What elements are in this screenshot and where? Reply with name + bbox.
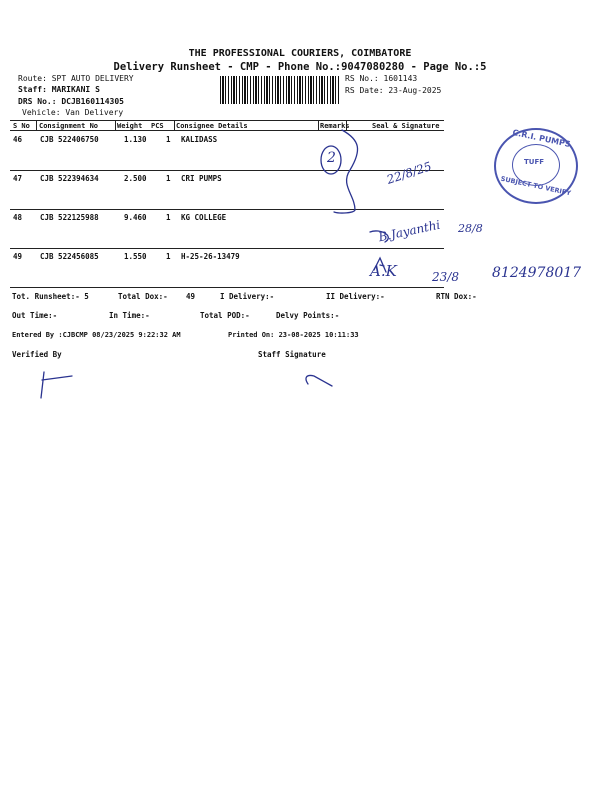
i-delivery: I Delivery:-: [220, 292, 275, 301]
col-header-weight: Weight: [117, 122, 143, 130]
col-header-sno: S No: [13, 122, 30, 130]
verified-signature-mark: [41, 372, 72, 398]
route: Route: SPT AUTO DELIVERY: [18, 74, 134, 83]
stamp-middle-text: TUFF: [524, 158, 545, 166]
row-sno: 49: [13, 252, 23, 261]
row-weight: 9.460: [124, 213, 147, 222]
row-sno: 47: [13, 174, 23, 183]
row-consignment: CJB 522456085: [40, 252, 99, 261]
row-pcs: 1: [166, 174, 171, 183]
stamp-top-text: C.R.I. PUMPS: [511, 127, 572, 150]
vehicle: Vehicle: Van Delivery: [22, 108, 124, 117]
handwritten-phone: 8124978017: [492, 265, 582, 281]
handwritten-date: 22/8/25: [384, 159, 434, 187]
col-header-consignee: Consignee Details: [176, 122, 248, 130]
col-header-consignment: Consignment No: [39, 122, 99, 130]
handwritten-signature: A.K: [370, 262, 397, 280]
row-pcs: 1: [166, 252, 171, 261]
company-stamp: [494, 128, 578, 204]
remark-number: 2: [327, 150, 336, 166]
total-dox-label: Total Dox:-: [118, 292, 168, 301]
runsheet-subtitle: Delivery Runsheet - CMP - Phone No.:9047080280 - Page No.:5: [113, 61, 487, 73]
row-sno: 48: [13, 213, 23, 222]
staff-signature-mark: [306, 375, 332, 386]
total-dox-value: 49: [186, 292, 196, 301]
col-header-seal-signature: Seal & Signature: [372, 122, 440, 130]
rs-number: RS No.: 1601143: [345, 74, 418, 83]
delvy-points: Delvy Points:-: [276, 311, 340, 320]
col-header-remarks: Remarks: [320, 122, 350, 130]
in-time: In Time:-: [109, 311, 150, 320]
handwritten-date: 23/8: [432, 270, 459, 284]
ii-delivery: II Delivery:-: [326, 292, 385, 301]
row-consignee: KG COLLEGE: [181, 213, 227, 222]
row-consignment: CJB 522125988: [40, 213, 99, 222]
row-pcs: 1: [166, 135, 171, 144]
row-weight: 1.550: [124, 252, 147, 261]
total-runsheet: Tot. Runsheet:- 5: [12, 292, 89, 301]
staff: Staff: MARIKANI S: [18, 85, 100, 94]
stamp-bottom-text: SUBJECT TO VERIFY: [499, 174, 572, 198]
rtn-dox: RTN Dox:-: [436, 292, 477, 301]
row-consignee: H-25-26-13479: [181, 252, 240, 261]
out-time: Out Time:-: [12, 311, 58, 320]
row-weight: 1.130: [124, 135, 147, 144]
row-sno: 46: [13, 135, 23, 144]
company-name: THE PROFESSIONAL COURIERS, COIMBATORE: [188, 48, 412, 59]
row-pcs: 1: [166, 213, 171, 222]
verified-by-label: Verified By: [12, 350, 62, 359]
handwritten-date: 28/8: [458, 222, 483, 235]
total-pod: Total POD:-: [200, 311, 250, 320]
entered-by: Entered By :CJBCMP 08/23/2025 9:22:32 AM: [12, 331, 181, 339]
rs-date: RS Date: 23-Aug-2025: [345, 86, 442, 95]
printed-on: Printed On: 23-08-2025 10:11:33: [228, 331, 359, 339]
row-consignment: CJB 522406750: [40, 135, 99, 144]
handwritten-signature: B.Jayanthi: [377, 217, 442, 245]
drs-number: DRS No.: DCJB160114305: [18, 97, 124, 106]
row-weight: 2.500: [124, 174, 147, 183]
staff-signature-label: Staff Signature: [258, 350, 326, 359]
row-consignee: KALIDASS: [181, 135, 218, 144]
col-header-pcs: PCS: [151, 122, 164, 130]
row-consignment: CJB 522394634: [40, 174, 99, 183]
row-consignee: CRI PUMPS: [181, 174, 222, 183]
